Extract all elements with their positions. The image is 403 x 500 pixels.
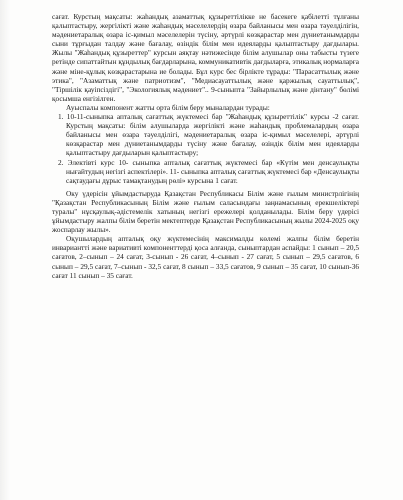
scan-edge-shadow bbox=[0, 0, 10, 500]
paragraph-weekly-load: Оқушылардың апталық оқу жүктемесінің максималды көлемі жалпы білім беретін инвариантті және вариативті компоненттерді қоса алғанда, сыныптардан аспайды: 1 сынып – 20,5 сағатов, 2–сынып – 24 сағат, 3-сынып - 26 сағат, 4–сынып - 27 сағат, 5 сынып – 29,5 сағатов, 6 сынып – 29,5 сағат, 7–сынып - 32,5 сағат, 8 сынып – 33,5 сағатов, 9 сынып – 35 сағат, 10 сынып-36 сағат 11 сынып – 35 сағат. bbox=[52, 234, 359, 280]
paragraph-course-goal: сағат. Курстың мақсаты: жаһандық азаматтық құзыреттілікке не басекеге қабілетті тұлғаны қалыптастыру, жергілікті және жаһандық мәселелердің өзара байланысы мен өзара тәуелділігін, мәдениетаралық өзара іс-қимыл мәселелерін түсіну, әртүрлі көзқарастар мен дүниетанымдарды сыни тұрғыдан талдау және бағалау, өзіндік білім мен идеяларды қалыптастыру дағдылары. Жылы "Жаһандық құзыреттер" курсын аяқтау нәтижесінде білім алушылар оны табысты түзеге ретінде сипаттайтын құндылық бағдарларына, коммуникативтік дағдыларға, этикалық нормаларға және міне-құлық көзқарастарына ие болады. Бұл курс бес бірлікте тұрады: "Парасаттылық және этика", "Азаматтық және патриотизм", "Медиасауаттылық және қаржылық сауаттылық", "Тіршілік қауіпсіздігі", "Экологиялық мәдениет".. 9-сыныпта "Зайырлылық және дінтану" бөлімі қосымша енгізілген. bbox=[52, 12, 359, 103]
list-item-1: 1. 10-11-сыныпка апталық сағаттық жүктемесі бар "Жаһандық құзыреттілік" курсы -2 сағат. Курстың мақсаты: білім алушыларда жергілікті және жаһандық проблемалардың өзара байланысы мен өзара тәуелділігі, мәдениетаралық өзара іс-қимыл мәселелері, әртүрлі көзқарастар мен дүниетанымдарды түсіну және бағалау, өзіндік білім мен идеяларды қалыптастыру дағдыларын қалыптастыру; bbox=[58, 112, 359, 158]
paragraph-variable-component: Ауыспалы компонент жатты орта білім беру мыналардан турады: bbox=[66, 102, 270, 112]
list-item-2: 2. Электівті курс 10- сыныпка апталық сағаттық жүктемесі бар «Күтім мен денсаулықты нығайтудың негізгі аспектілері». 11- сыныпка апталық сағаттық жүктемесі бар «Денсаулықты сақтаудағы дұрыс тамақтанудың рөлі» курсына 1 сағат. bbox=[58, 157, 359, 185]
paragraph-process-organization: Оку үдерісін ұйымдастыруда Қазақстан Республикасы Білім және ғылым министрлігінің "Қазақстан Республикасының Білім және ғылым саласындағы заңнамасының ерекшеліктері туралы" нұсқаулық-әдістемелік хатының негізгі ережелері қолданылады. Білім беру үдерісі ұйымдастыру жалпы білім беретін мектептерде Қазақстан Республикасының жылы 2024-2025 оқу жоспарлау жылы». bbox=[52, 188, 359, 235]
